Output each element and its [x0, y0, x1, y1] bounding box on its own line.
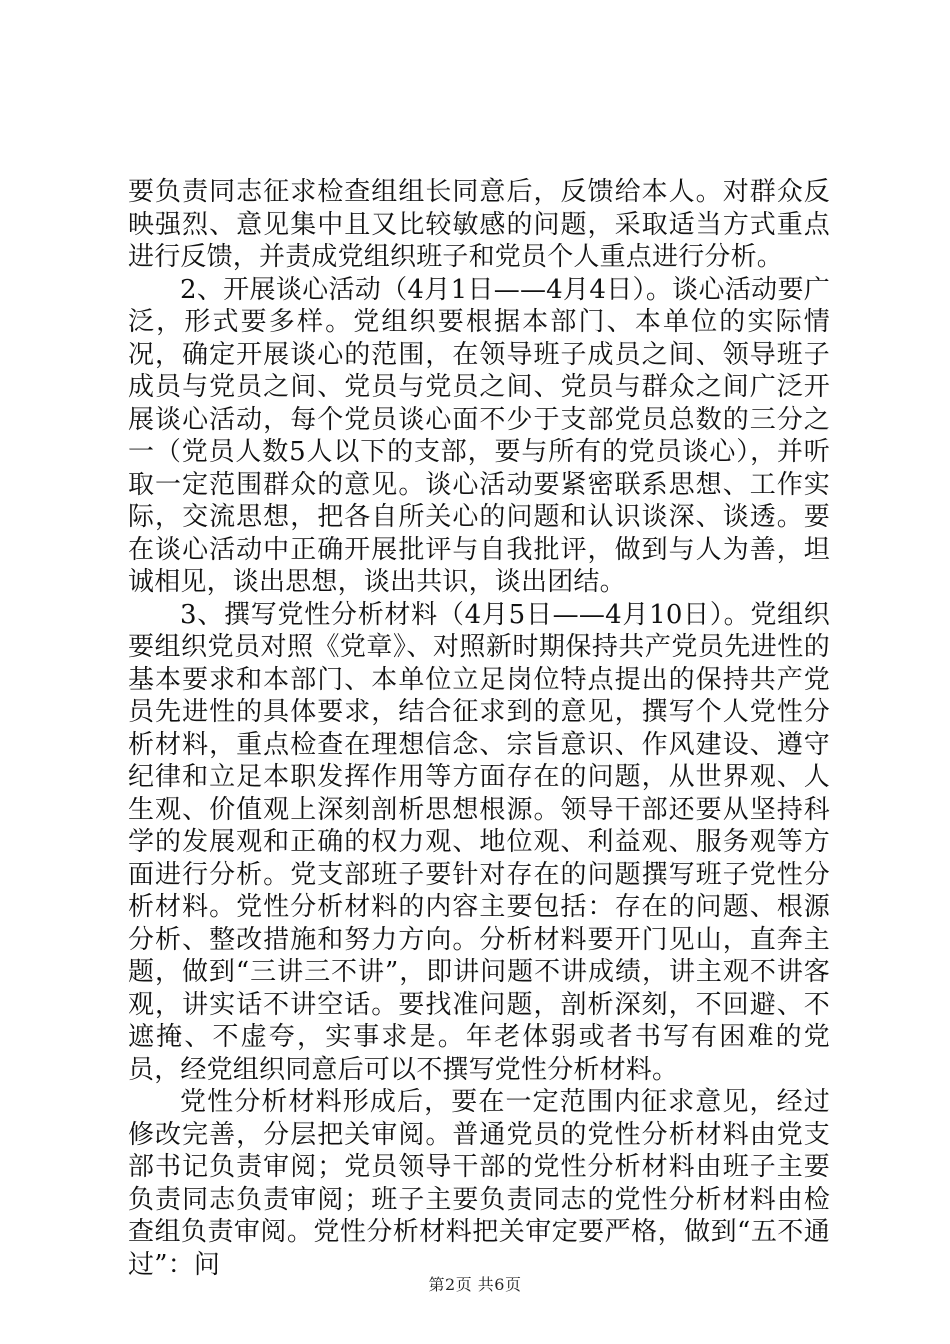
paragraph-feedback: 要负责同志征求检查组组长同意后，反馈给本人。对群众反映强烈、意见集中且又比较敏感的问题，采取适当方式重点进行反馈，并责成党组织班子和党员个人重点进行分析。	[128, 177, 830, 272]
paragraph-review-approval: 党性分析材料形成后，要在一定范围内征求意见，经过修改完善，分层把关审阅。普通党员的党性分析材料由党支部书记负责审阅；党员领导干部的党性分析材料由班子主要负责同志负责审阅；班子主要负责同志的党性分析材料由检查组负责审阅。党性分析材料把关审定要严格，做到“五不通过”：问	[128, 1087, 830, 1280]
page-footer: 第2页 共6页	[428, 1275, 522, 1294]
paragraph-party-spirit-analysis: 3、撰写党性分析材料（4月5日——4月10日）。党组织要组织党员对照《党章》、对照新时期保持共产党员先进性的基本要求和本部门、本单位立足岗位特点提出的保持共产党员先进性的具体要求，结合征求到的意见，撰写个人党性分析材料，重点检查在理想信念、宗旨意识、作风建设、遵守纪律和立足本职发挥作用等方面存在的问题，从世界观、人生观、价值观上深刻剖析思想根源。领导干部还要从坚持科学的发展观和正确的权力观、地位观、利益观、服务观等方面进行分析。党支部班子要针对存在的问题撰写班子党性分析材料。党性分析材料的内容主要包括：存在的问题、根源分析、整改措施和努力方向。分析材料要开门见山，直奔主题，做到“三讲三不讲”，即讲问题不讲成绩，讲主观不讲客观，讲实话不讲空话。要找准问题，剖析深刻，不回避、不遮掩、不虚夸，实事求是。年老体弱或者书写有困难的党员，经党组织同意后可以不撰写党性分析材料。	[128, 599, 830, 1085]
paragraph-heart-to-heart-talks: 2、开展谈心活动（4月1日——4月4日）。谈心活动要广泛，形式要多样。党组织要根据本部门、本单位的实际情况，确定开展谈心的范围，在领导班子成员之间、领导班子成员与党员之间、党员与党员之间、党员与群众之间广泛开展谈心活动，每个党员谈心面不少于支部党员总数的三分之一（党员人数5人以下的支部，要与所有的党员谈心），并听取一定范围群众的意见。谈心活动要紧密联系思想、工作实际，交流思想，把各自所关心的问题和认识谈深、谈透。要在谈心活动中正确开展批评与自我批评，做到与人为善，坦诚相见，谈出思想，谈出共识，谈出团结。	[128, 274, 830, 597]
document-body	[128, 176, 830, 1281]
